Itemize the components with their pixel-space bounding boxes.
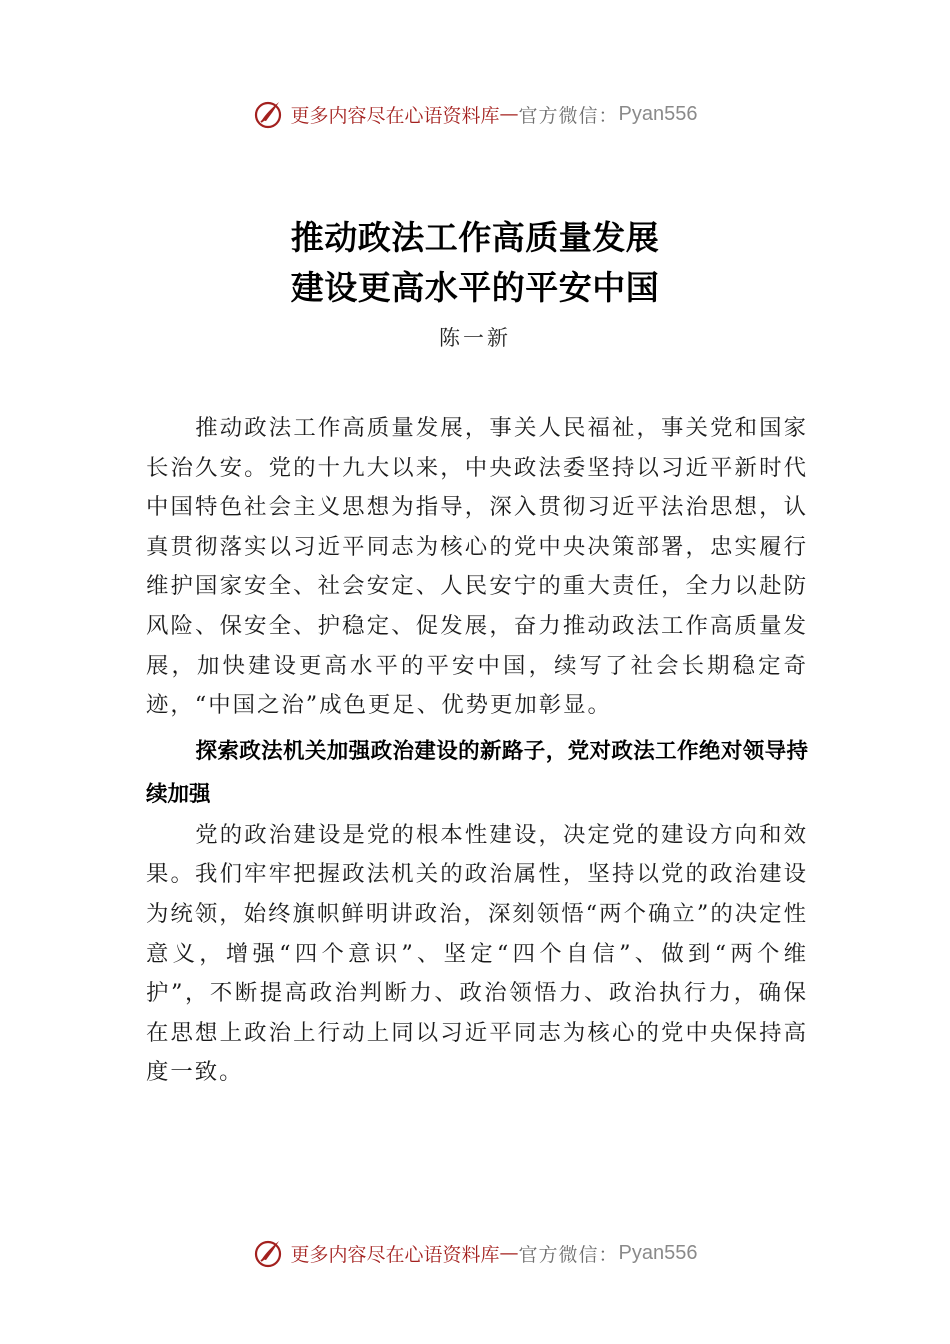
banner-dash: — [499,1242,519,1264]
header-banner [0,94,950,134]
banner-wechat-id: Pyan556 [618,1241,698,1264]
section-heading: 探索政法机关加强政治建设的新路子，党对政法工作绝对领导持续加强 [146,738,808,807]
title-line-2: 建设更高水平的平安中国 [290,268,660,307]
paragraph-intro: 推动政法工作高质量发展，事关人民福祉，事关党和国家长治久安。党的十九大以来，中央政法委坚持以习近平新时代中国特色社会主义思想为指导，深入贯彻习近平法治思想，认真贯彻落实以习近平同志为核心的党中央决策部署，忠实履行维护国家安全、社会安定、人民安宁的重大责任，全力以赴防风险、保安全、护稳定、促发展，奋力推动政法工作高质量发展，加快建设更高水平的平安中国，续写了社会长期稳定奇迹，“中国之治”成色更足、优势更加彰显。 [146,415,808,719]
banner-dash: — [499,103,519,125]
article-body [146,409,808,1093]
banner-wechat-label: 官方微信： [518,1243,619,1266]
title-line-1: 推动政法工作高质量发展 [290,218,660,257]
brush-pen-logo-icon [253,98,285,130]
paragraph-political-building: 党的政治建设是党的根本性建设，决定党的建设方向和效果。我们牢牢把握政法机关的政治属性，坚持以党的政治建设为统领，始终旗帜鲜明讲政治，深刻领悟“两个确立”的决定性意义，增强“四个意识”、坚定“四个自信”、做到“两个维护”，不断提高政治判断力、政治领悟力、政治执行力，确保在思想上政治上行动上同以习近平同志为核心的党中央保持高度一致。 [146,821,808,1086]
brush-pen-logo-icon [253,1237,285,1269]
banner-red-text: 更多内容尽在心语资料库 [290,1243,500,1266]
banner-wechat-id: Pyan556 [618,102,698,125]
footer-banner [0,1233,950,1273]
banner-red-text: 更多内容尽在心语资料库 [290,104,500,127]
banner-wechat-label: 官方微信： [518,104,619,127]
author-name: 陈一新 [439,326,511,350]
